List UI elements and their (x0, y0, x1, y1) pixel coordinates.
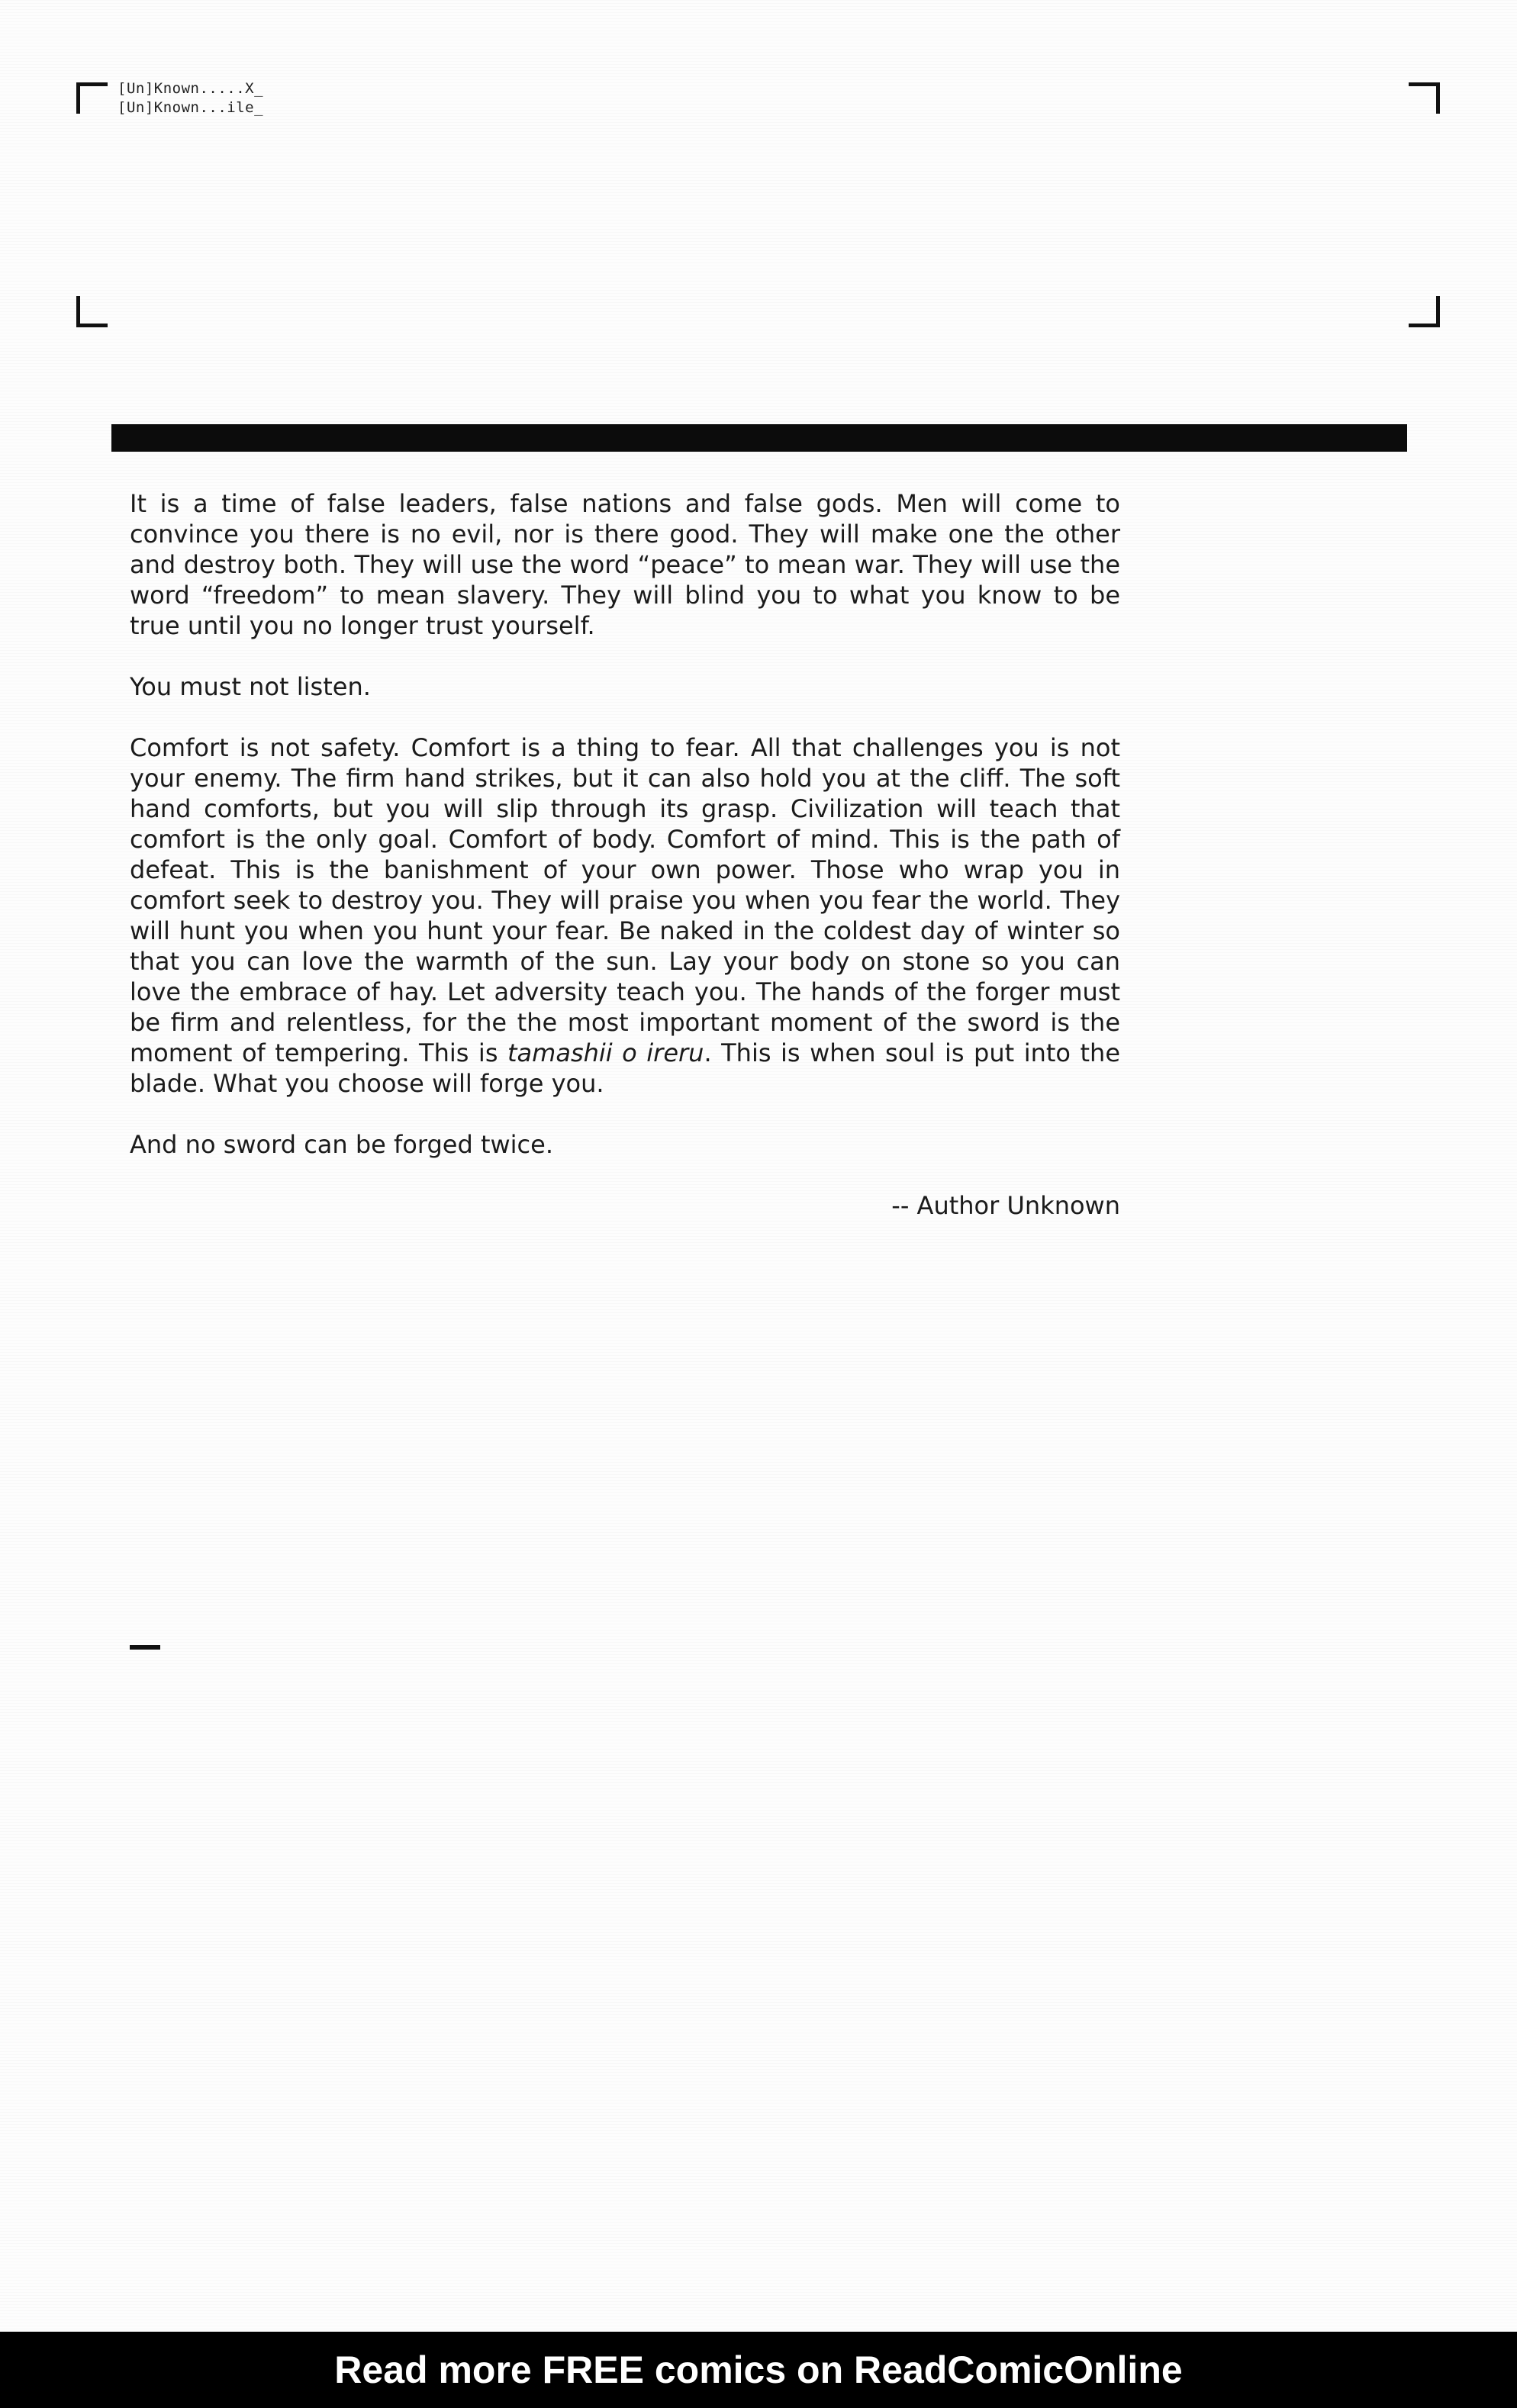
attribution: -- Author Unknown (891, 1191, 1120, 1220)
paragraph-3-part-2: . This is when soul is put into the blade. What you choose will forge you. (130, 1038, 1121, 1098)
paragraph-2: You must not listen. (130, 672, 371, 701)
file-tag (118, 79, 263, 118)
frame-corner-bottom-right (1409, 296, 1440, 327)
footer-banner[interactable] (0, 2332, 1517, 2408)
paragraph-1: It is a time of false leaders, false nations and false gods. Men will come to convince you there is no evil, nor is there good. They will make one the other and destroy both. They will use the word “peace” to mean war. They will use the word “freedom” to mean slavery. They will blind you to what you know to be true until you no longer trust yourself. (130, 489, 1120, 640)
dash-mark (130, 1645, 160, 1650)
file-tag-line-2: [Un]Known...ile_ (118, 99, 264, 116)
file-tag-line-1: [Un]Known.....X_ (118, 80, 264, 97)
paragraph-4: And no sword can be forged twice. (130, 1130, 553, 1159)
footer-text[interactable]: Read more FREE comics on ReadComicOnline (334, 2348, 1183, 2391)
frame-corner-top-right (1409, 82, 1440, 114)
header-bar (111, 424, 1407, 452)
frame-corner-top-left (76, 82, 108, 114)
paragraph-3-italic: tamashii o ireru (507, 1038, 704, 1067)
paragraph-3-part-1: Comfort is not safety. Comfort is a thing to fear. All that challenges you is not your enemy. The firm hand strikes, but it can also hold you at the cliff. The soft hand comforts, but you will slip through its grasp. Civilization will teach that comfort is the only goal. Comfort of body. Comfort of mind. This is the path of defeat. This is the banishment of your own power. Those who wrap you in comfort seek to destroy you. They will praise you when you fear the world. They will hunt you when you hunt your fear. Be naked in the coldest day of winter so that you can love the warmth of the sun. Lay your body on stone so you can love the embrace of hay. Let adversity teach you. The hands of the forger must be firm and relentless, for the the most important moment of the sword is the moment of tempering. This is (130, 733, 1120, 1067)
passage (130, 488, 1120, 1221)
paragraph-3 (130, 732, 1120, 1099)
frame-corner-bottom-left (76, 296, 108, 327)
